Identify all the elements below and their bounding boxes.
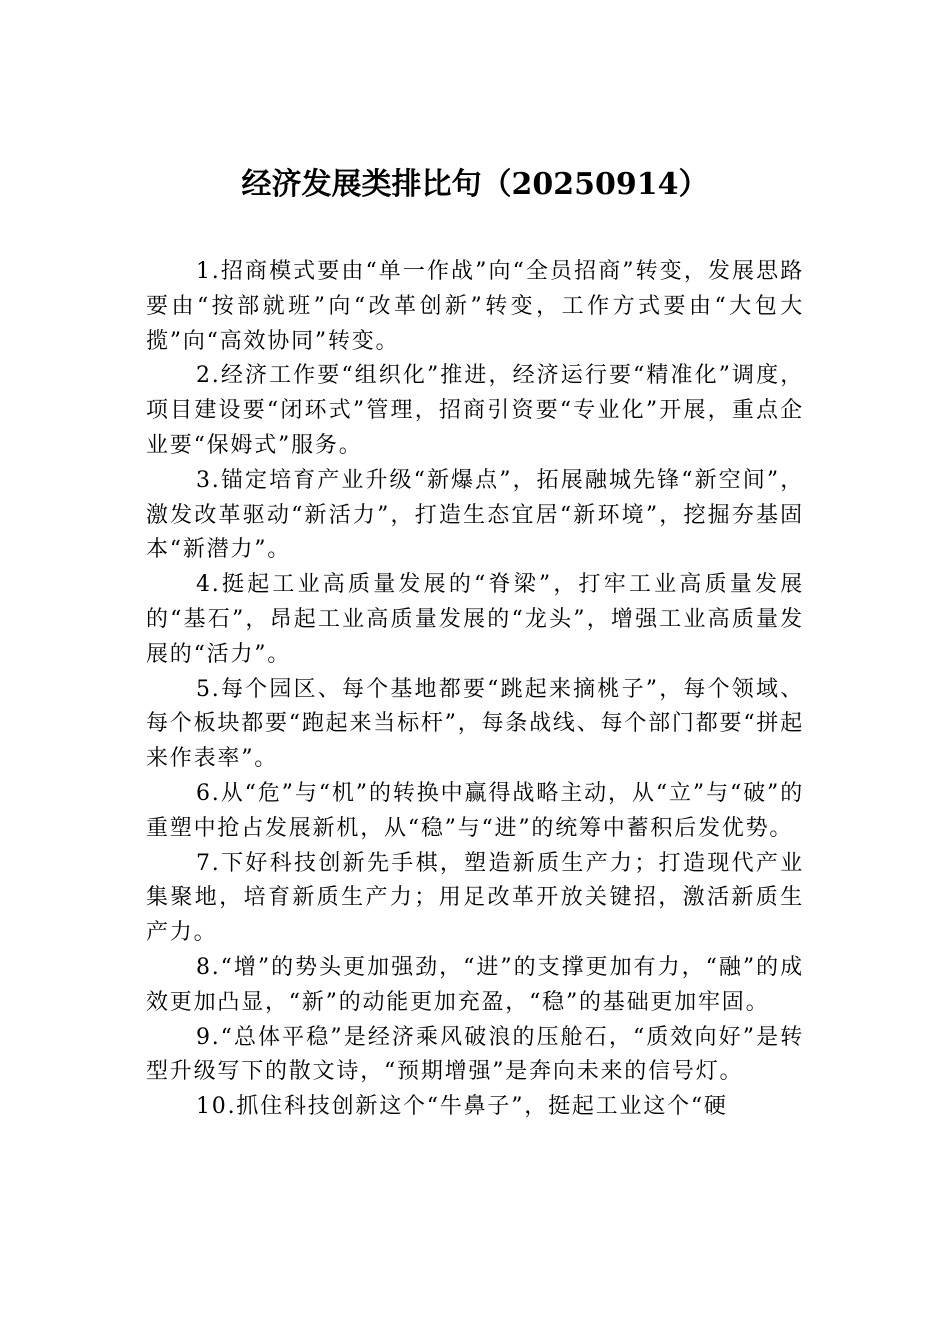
document-title: 经济发展类排比句（20250914） <box>241 167 709 202</box>
paragraph-5: 5.每个园区、每个基地都要“跳起来摘桃子”，每个领域、每个板块都要“跑起来当标杆”，每条战线、每个部门都要“拼起来作表率”。 <box>146 676 804 772</box>
paragraph-3: 3.锚定培育产业升级“新爆点”，拓展融城先锋“新空间”，激发改革驱动“新活力”，打造生态宜居“新环境”，挖掘夯基固本“新潜力”。 <box>146 467 804 563</box>
paragraph-2: 2.经济工作要“组织化”推进，经济运行要“精准化”调度，项目建设要“闭环式”管理，招商引资要“专业化”开展，重点企业要“保姆式”服务。 <box>146 363 804 458</box>
paragraph-4: 4.挺起工业高质量发展的“脊梁”，打牢工业高质量发展的“基石”，昂起工业高质量发展的“龙头”，增强工业高质量发展的“活力”。 <box>146 572 804 667</box>
paragraph-8: 8.“增”的势头更加强劲，“进”的支撑更加有力，“融”的成效更加凸显，“新”的动能更加充盈，“稳”的基础更加牢固。 <box>146 954 804 1015</box>
document-body <box>146 255 804 1125</box>
paragraph-1: 1.招商模式要由“单一作战”向“全员招商”转变，发展思路要由“按部就班”向“改革创新”转变，工作方式要由“大包大揽”向“高效协同”转变。 <box>146 259 804 354</box>
paragraph-7: 7.下好科技创新先手棋，塑造新质生产力；打造现代产业集聚地，培育新质生产力；用足改革开放关键招，激活新质生产力。 <box>146 850 804 946</box>
paragraph-10: 10.抓住科技创新这个“牛鼻子”，挺起工业这个“硬 <box>196 1094 728 1120</box>
paragraph-9: 9.“总体平稳”是经济乘风破浪的压舱石，“质效向好”是转型升级写下的散文诗，“预期增强”是奔向未来的信号灯。 <box>146 1024 804 1085</box>
paragraph-6: 6.从“危”与“机”的转换中赢得战略主动，从“立”与“破”的重塑中抢占发展新机，从“稳”与“进”的统筹中蓄积后发优势。 <box>146 780 804 841</box>
